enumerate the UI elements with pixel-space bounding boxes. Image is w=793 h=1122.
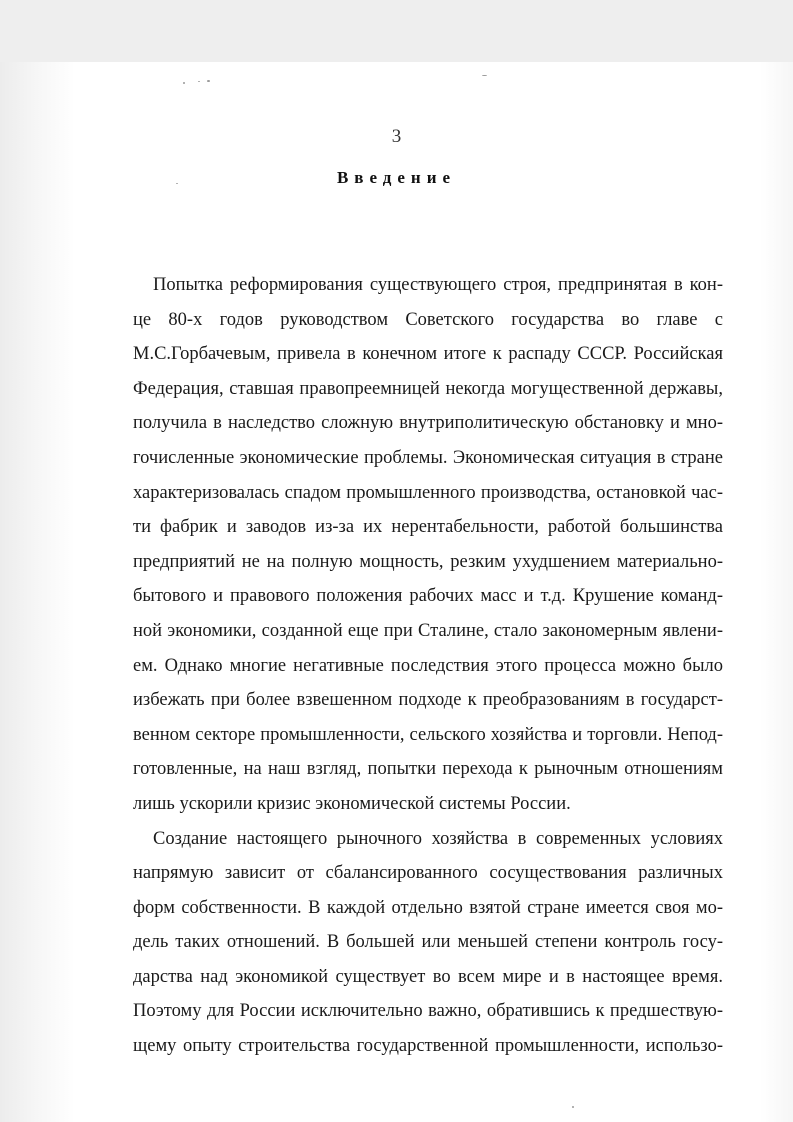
- text-line: Попытка реформирования существующего строя, предпринятая в кон-: [153, 275, 723, 295]
- text-line: бытового и правового положения рабочих масс и т.д. Крушение команд-: [133, 586, 723, 607]
- paragraph-1: [133, 268, 723, 822]
- text-line: ем. Однако многие негативные последствия этого процесса можно было: [133, 655, 723, 676]
- text-line: це 80-х годов руководством Советского государства во главе с: [133, 309, 723, 330]
- page-number: 3: [391, 126, 402, 147]
- text-line: дель таких отношений. В большей или меньшей степени контроль госу-: [133, 932, 723, 953]
- text-line: Федерация, ставшая правопреемницей некогда могущественной державы,: [133, 378, 723, 399]
- body-text: [133, 268, 723, 1064]
- text-line: Создание настоящего рыночного хозяйства в современных условиях: [153, 828, 723, 849]
- scan-speck: [482, 75, 487, 76]
- scan-speck: [183, 82, 185, 84]
- text-line: ной экономики, созданной еще при Сталине, стало закономерным явлени-: [133, 620, 723, 641]
- text-line: напрямую зависит от сбалансированного сосуществования различных: [133, 863, 723, 884]
- text-line: гочисленные экономические проблемы. Экономическая ситуация в стране: [133, 447, 723, 468]
- text-line: готовленные, на наш взгляд, попытки перехода к рыночным отношениям: [133, 759, 723, 780]
- text-line: предприятий не на полную мощность, резким ухудшением материально-: [133, 551, 723, 572]
- text-line: венном секторе промышленности, сельского хозяйства и торговли. Непод-: [133, 724, 723, 745]
- text-line: ти фабрик и заводов из-за их нерентабельности, работой большинства: [133, 517, 723, 538]
- text-line: М.С.Горбачевым, привела в конечном итоге к распаду СССР. Российская: [133, 344, 723, 365]
- text-line: дарства над экономикой существует во всем мире и в настоящее время.: [133, 966, 723, 987]
- scan-speck: [198, 81, 200, 82]
- paragraph-2: [133, 822, 723, 1064]
- text-line: щему опыту строительства государственной промышленности, использо-: [133, 1036, 723, 1057]
- text-line: Поэтому для России исключительно важно, обратившись к предшествую-: [133, 1001, 723, 1022]
- text-line: лишь ускорили кризис экономической системы России.: [133, 793, 571, 814]
- scan-speck: [572, 1106, 574, 1108]
- scan-top-margin: [0, 0, 793, 62]
- text-line: избежать при более взвешенном подходе к преобразованиям в государст-: [133, 690, 723, 711]
- text-line: форм собственности. В каждой отдельно взятой стране имеется своя мо-: [133, 897, 723, 918]
- section-heading: Введение: [336, 168, 457, 187]
- text-line: получила в наследство сложную внутриполитическую обстановку и мно-: [133, 413, 723, 434]
- text-line: характеризовалась спадом промышленного производства, остановкой час-: [133, 482, 723, 503]
- scan-speck: [207, 80, 210, 82]
